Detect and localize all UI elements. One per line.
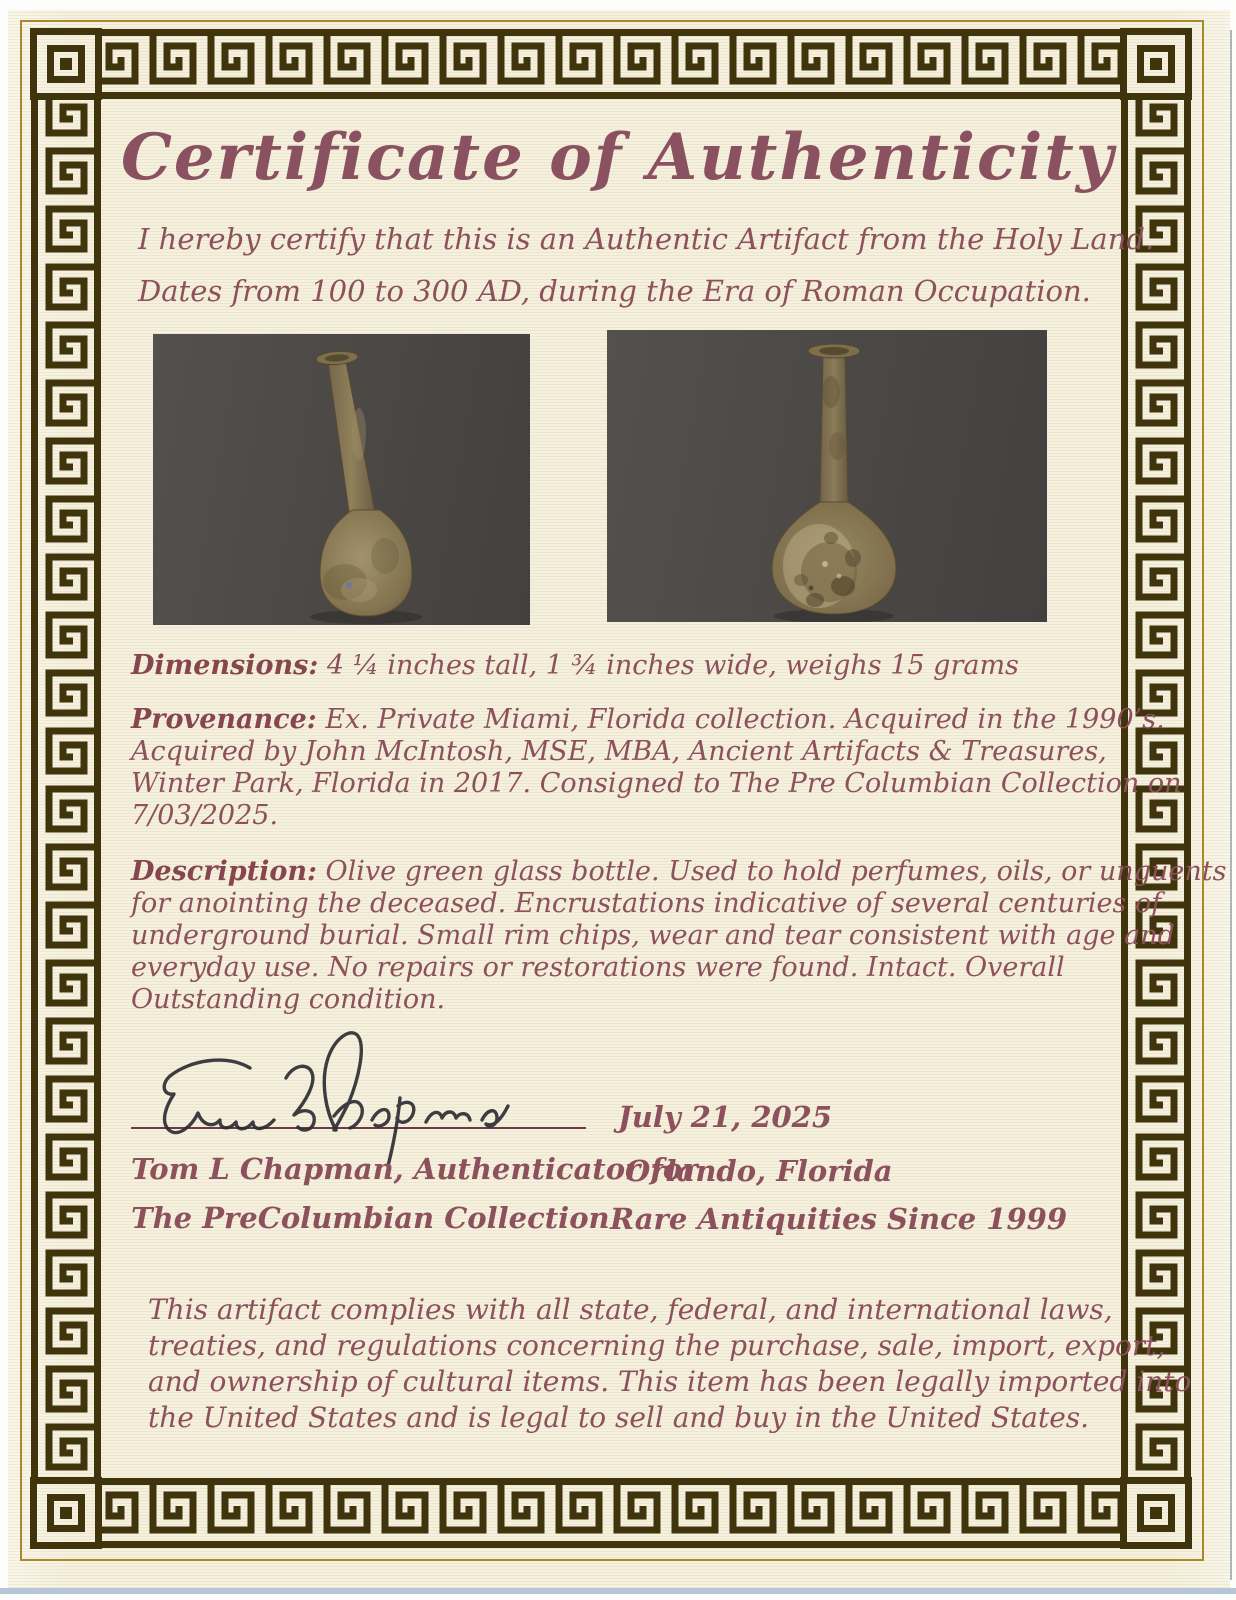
description-line: everyday use. No repairs or restorations were found. Intact. Overall — [131, 952, 1065, 983]
page-title: Certificate of Authenticity — [120, 120, 1116, 195]
artifact-photo-back — [607, 330, 1047, 622]
scan-edge-white — [0, 1594, 1236, 1600]
legal-line: the United States and is legal to sell and buy in the United States. — [148, 1401, 1090, 1434]
organization-name: The PreColumbian Collection — [131, 1201, 610, 1235]
description-line: underground burial. Small rim chips, wear and tear consistent with age and — [131, 920, 1175, 951]
organization-tagline: Rare Antiquities Since 1999 — [610, 1202, 1068, 1236]
border-corner-bottom-left — [34, 1481, 99, 1546]
signature-date: July 21, 2025 — [618, 1100, 833, 1134]
artifact-photo-front — [153, 334, 530, 625]
legal-line: and ownership of cultural items. This item has been legally imported into — [148, 1365, 1192, 1398]
description-line: Outstanding condition. — [131, 984, 446, 1015]
border-corner-bottom-right — [1124, 1481, 1189, 1546]
description-line: for anointing the deceased. Encrustations indicative of several centuries of — [131, 888, 1162, 919]
intro-line-2: Dates from 100 to 300 AD, during the Era of Roman Occupation. — [138, 274, 1091, 308]
description-line: Description: Olive green glass bottle. Used to hold perfumes, oils, or unguents — [131, 856, 1227, 887]
legal-line: treaties, and regulations concerning the purchase, sale, import, export, — [148, 1329, 1166, 1362]
border-left-strip — [30, 100, 102, 1477]
intro-line-1: I hereby certify that this is an Authentic Artifact from the Holy Land. — [138, 222, 1155, 256]
border-top-strip — [102, 28, 1120, 100]
border-corner-top-right — [1124, 32, 1189, 97]
provenance-line: Acquired by John McIntosh, MSE, MBA, Ancient Artifacts & Treasures, — [131, 736, 1107, 767]
bottle-illustration-front — [153, 334, 530, 625]
provenance-section — [131, 704, 1181, 832]
provenance-line: 7/03/2025. — [131, 800, 279, 831]
legal-paragraph — [148, 1292, 1191, 1436]
provenance-label: Provenance: — [131, 704, 317, 735]
border-corner-top-left — [34, 32, 99, 97]
border-bottom-strip — [102, 1477, 1120, 1549]
description-section — [131, 856, 1226, 1016]
dimensions-label: Dimensions: — [131, 650, 319, 681]
provenance-line: Winter Park, Florida in 2017. Consigned to The Pre Columbian Collection on — [131, 768, 1182, 799]
legal-line: This artifact complies with all state, federal, and international laws, — [148, 1293, 1113, 1326]
authenticator-name: Tom L Chapman, Authenticator for — [131, 1152, 698, 1186]
scan-edge-gray-line — [1230, 30, 1232, 1580]
bottle-illustration-back — [607, 330, 1047, 622]
provenance-line: Provenance: Ex. Private Miami, Florida collection. Acquired in the 1990’s. — [131, 704, 1165, 735]
dimensions-section — [131, 650, 1019, 682]
authenticator-city: Orlando, Florida — [625, 1154, 893, 1188]
description-label: Description: — [131, 856, 317, 887]
dimensions-line: Dimensions: 4 ¼ inches tall, 1 ¾ inches wide, weighs 15 grams — [131, 650, 1019, 681]
